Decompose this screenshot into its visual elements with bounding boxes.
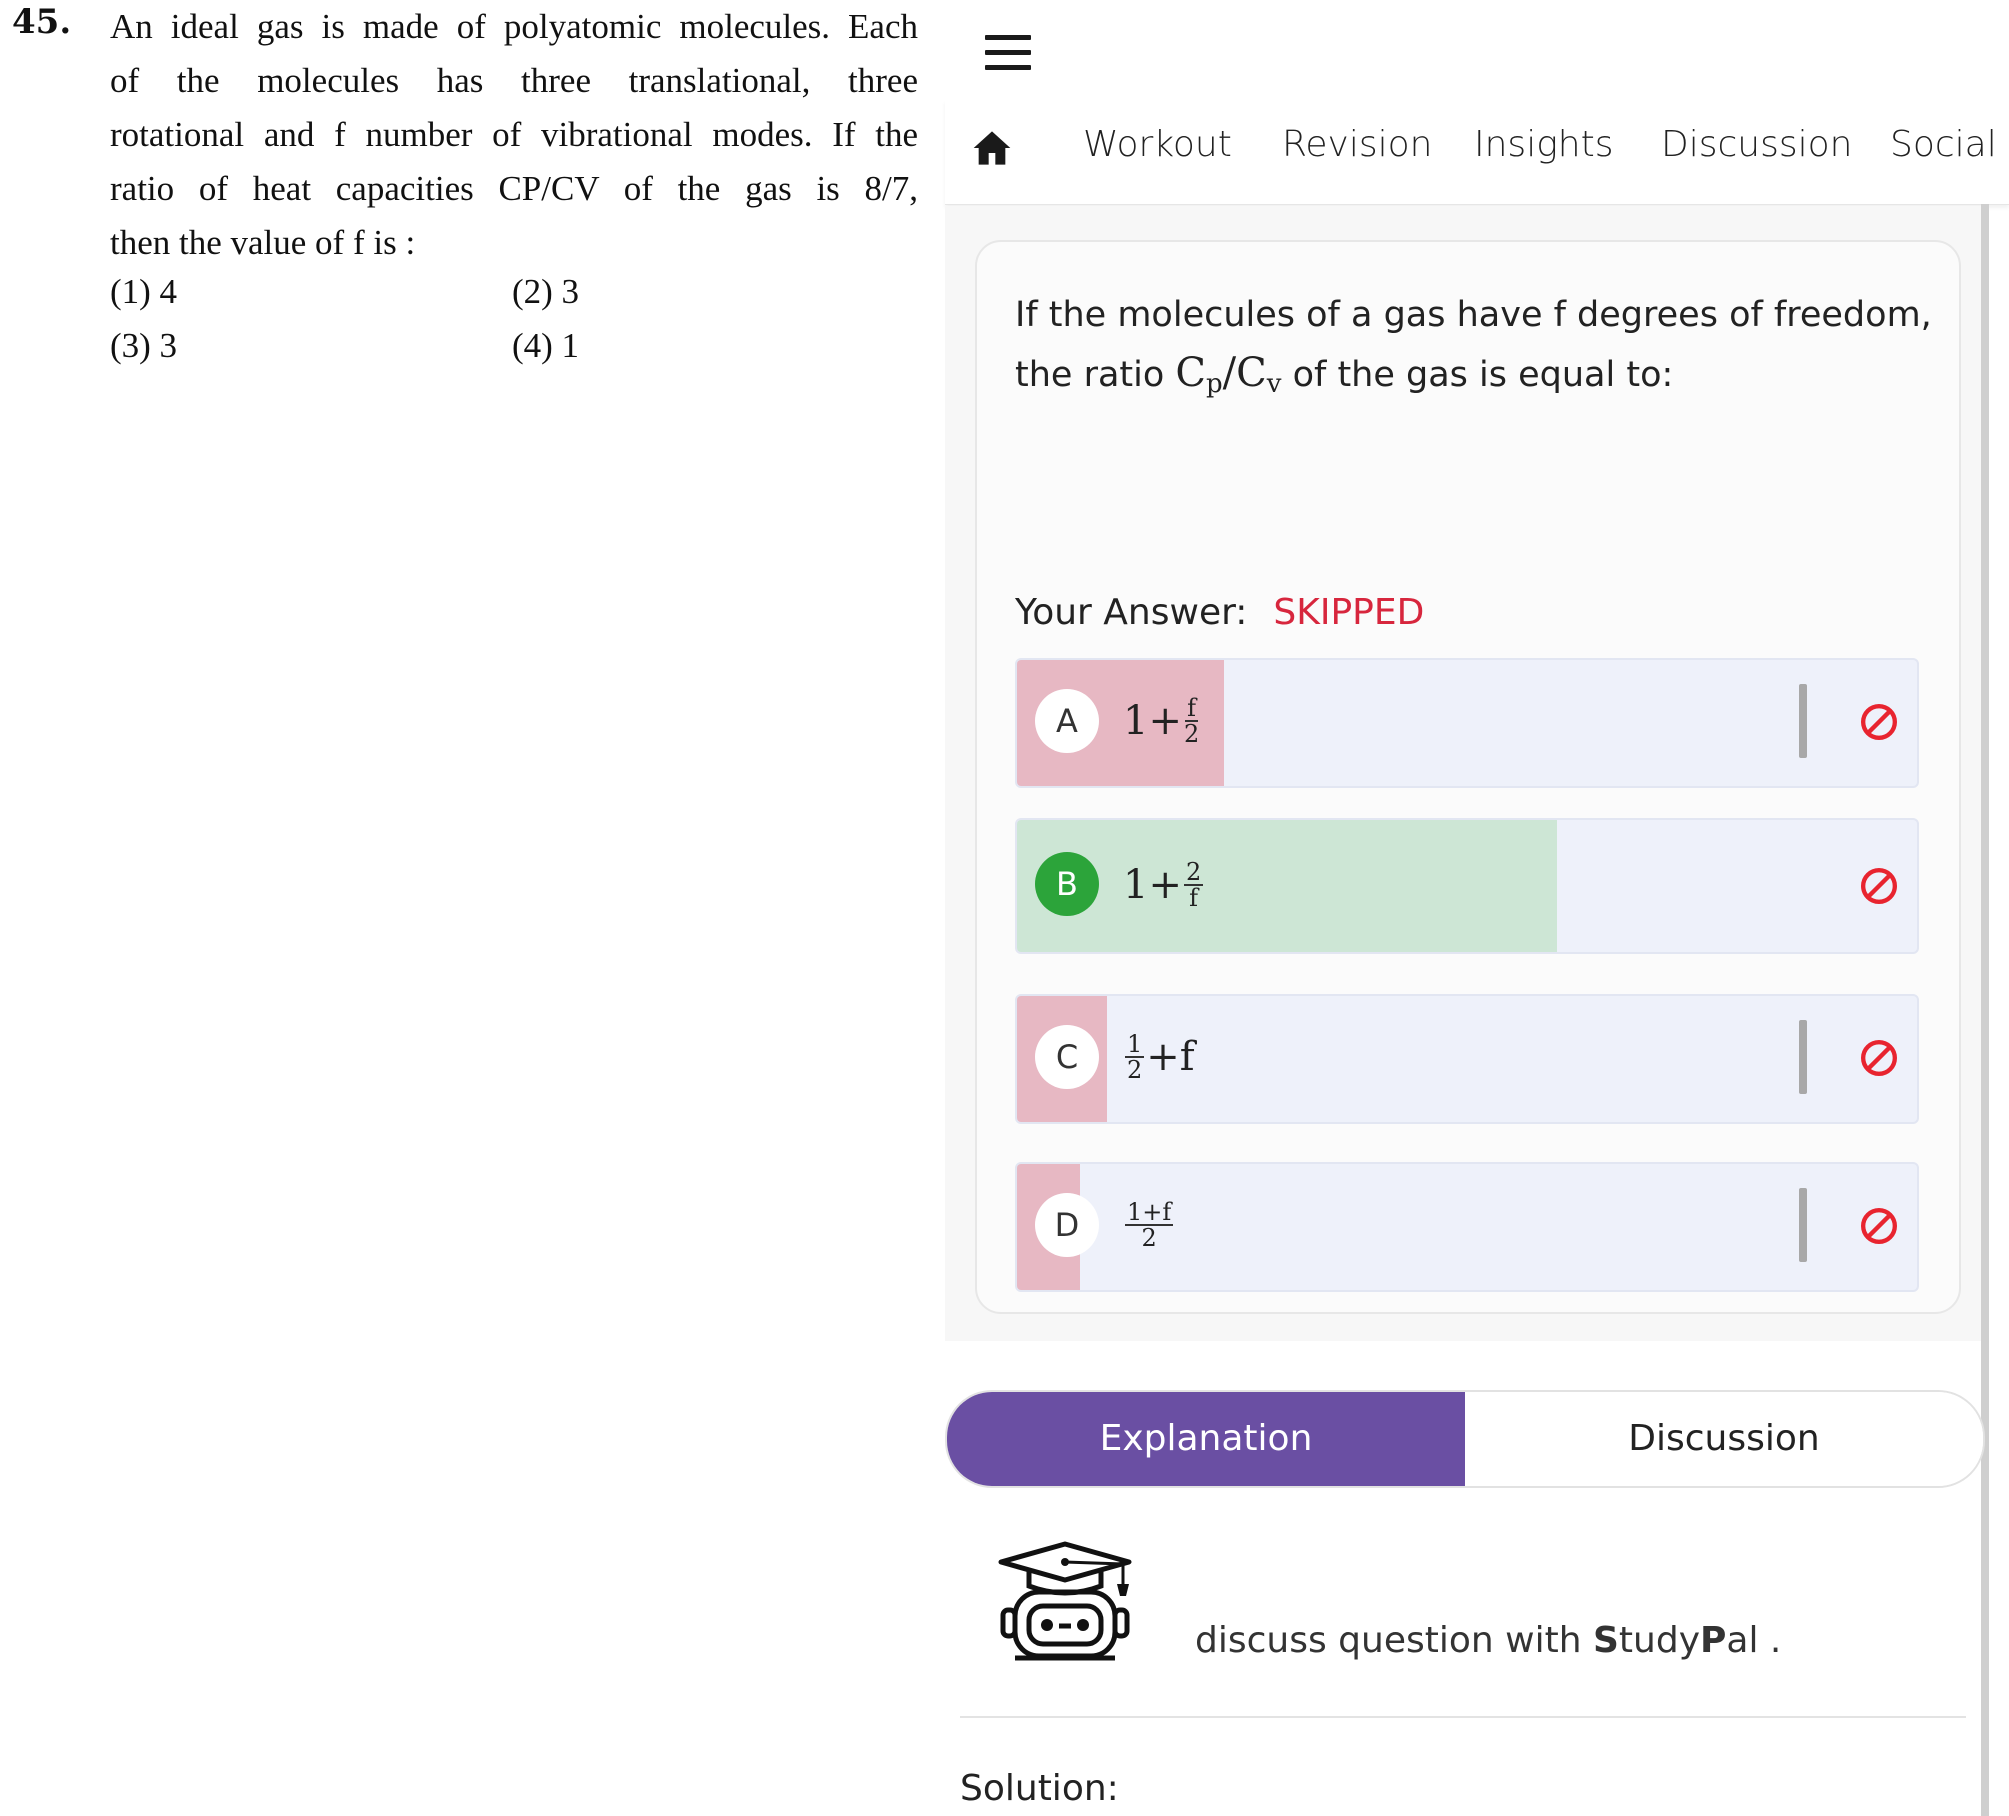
studypal-text: discuss question with StudyPal . bbox=[1195, 1620, 1782, 1661]
answer-status: SKIPPED bbox=[1273, 592, 1425, 633]
section-divider bbox=[960, 1716, 1966, 1718]
option-b[interactable] bbox=[1015, 818, 1919, 954]
option-d[interactable] bbox=[1015, 1162, 1919, 1292]
answer-label: Your Answer: bbox=[1015, 592, 1248, 633]
option-b-ban-icon bbox=[1859, 866, 1899, 906]
printed-question-panel bbox=[0, 0, 930, 1816]
explanation-discussion-tabs bbox=[945, 1390, 1985, 1488]
question-text bbox=[110, 0, 918, 270]
option-a-ban-icon bbox=[1859, 702, 1899, 742]
option-a-divider bbox=[1799, 684, 1807, 758]
option-d-expression: $\frac{1+f}{2}$ bbox=[1127, 1198, 1172, 1252]
tab-discussion[interactable]: Discussion bbox=[1465, 1392, 1983, 1486]
top-navigation bbox=[945, 100, 2009, 205]
question-line: ratio of heat capacities CP/CV of the gas is 8/7, bbox=[110, 169, 918, 208]
option-d-ban-icon bbox=[1859, 1206, 1899, 1246]
card-question-text bbox=[1015, 286, 1935, 413]
printed-option-1: (1) 4 bbox=[110, 272, 178, 311]
scrollbar-thumb[interactable] bbox=[1981, 204, 1989, 1816]
question-line: of the molecules has three translational, three bbox=[110, 61, 918, 100]
question-line: rotational and f number of vibrational modes. If the bbox=[110, 115, 918, 154]
printed-option-2: (2) 3 bbox=[512, 272, 580, 311]
option-c-expression: $\frac{1}{2}$ +f bbox=[1127, 1030, 1195, 1084]
nav-social[interactable]: Social bbox=[1890, 124, 1997, 165]
nav-revision[interactable]: Revision bbox=[1282, 124, 1433, 165]
option-d-letter: D bbox=[1035, 1193, 1099, 1257]
option-c-divider bbox=[1799, 1020, 1807, 1094]
studypal-prompt[interactable] bbox=[995, 1540, 1955, 1670]
nav-insights[interactable]: Insights bbox=[1474, 124, 1614, 165]
nav-discussion[interactable]: Discussion bbox=[1661, 124, 1853, 165]
card-question-suffix: of the gas is equal to: bbox=[1281, 355, 1674, 395]
option-a-expression: 1+ $\frac{f}{2}$ bbox=[1123, 694, 1200, 748]
question-area bbox=[945, 206, 1981, 1341]
option-c-ban-icon bbox=[1859, 1038, 1899, 1078]
option-d-divider bbox=[1799, 1188, 1807, 1262]
option-c-letter: C bbox=[1035, 1025, 1099, 1089]
printed-option-3: (3) 3 bbox=[110, 326, 178, 365]
studypal-robot-icon bbox=[995, 1540, 1135, 1666]
hamburger-menu-icon[interactable] bbox=[985, 35, 1031, 75]
scrollbar[interactable] bbox=[1981, 204, 1989, 1816]
card-question-prefix: the ratio bbox=[1015, 355, 1176, 395]
tab-explanation[interactable]: Explanation bbox=[947, 1392, 1465, 1486]
question-line: then the value of f is : bbox=[110, 223, 416, 262]
home-icon[interactable] bbox=[972, 128, 1012, 168]
option-a-letter: A bbox=[1035, 689, 1099, 753]
option-c[interactable] bbox=[1015, 994, 1919, 1124]
question-number: 45. bbox=[12, 2, 72, 42]
your-answer-row bbox=[1015, 592, 1424, 633]
solution-heading: Solution: bbox=[960, 1768, 1119, 1809]
option-b-letter: B bbox=[1035, 852, 1099, 916]
question-card bbox=[975, 240, 1961, 1314]
nav-workout[interactable]: Workout bbox=[1083, 124, 1232, 165]
app-panel bbox=[945, 0, 2009, 1816]
question-line: An ideal gas is made of polyatomic molecules. Each bbox=[110, 7, 918, 46]
card-question-line1: If the molecules of a gas have f degrees of freedom, bbox=[1015, 295, 1932, 335]
option-a[interactable] bbox=[1015, 658, 1919, 788]
printed-option-4: (4) 1 bbox=[512, 326, 580, 365]
ratio-math: $C_p/C_v$ bbox=[1175, 350, 1282, 399]
option-b-expression: 1+ $\frac{2}{f}$ bbox=[1123, 858, 1202, 912]
